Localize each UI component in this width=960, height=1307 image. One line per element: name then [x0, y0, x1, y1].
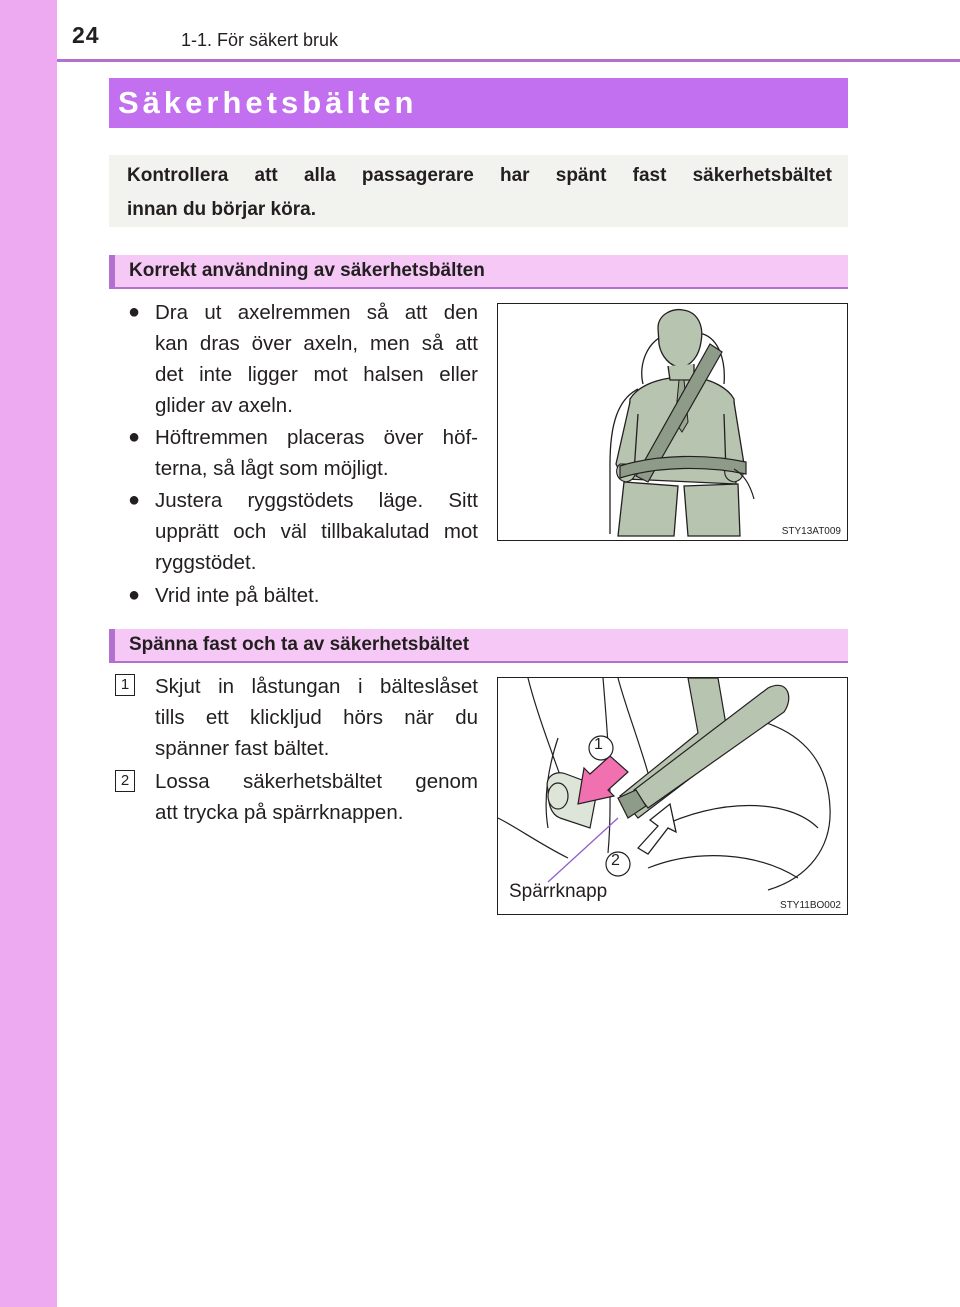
figure-code: STY13AT009	[781, 526, 841, 537]
release-button-label: Spärrknapp	[509, 881, 608, 902]
bullet-4-line-1: Vrid inte på bältet.	[155, 584, 320, 607]
callout-1: 1	[594, 736, 603, 753]
bullet-3-line-1: Justera ryggstödets läge. Sitt	[155, 489, 478, 512]
bullet-3-line-3: ryggstödet.	[155, 551, 257, 574]
step-1-line-3: spänner fast bältet.	[155, 737, 330, 760]
bullet-marker: ●	[128, 426, 141, 448]
section-reference: 1-1. För säkert bruk	[181, 30, 339, 50]
step-number-1: 1	[115, 674, 135, 696]
header-rule	[57, 59, 960, 62]
step-1-line-2: tills ett klickljud hörs när du	[155, 706, 478, 729]
subheading-fasten-unfasten: Spänna fast och ta av säkerhetsbältet	[109, 629, 848, 663]
intro-box	[109, 155, 848, 227]
subheading-correct-use: Korrekt användning av säkerhetsbälten	[109, 255, 848, 289]
figure-code: STY11BO002	[780, 900, 841, 911]
bullet-marker: ●	[128, 489, 141, 511]
bullet-1-line-3: det inte ligger mot halsen eller	[155, 363, 478, 386]
intro-line-2: innan du börjar köra.	[127, 199, 316, 220]
callout-2: 2	[611, 852, 620, 869]
bullet-1-line-1: Dra ut axelremmen så att den	[155, 301, 478, 324]
figure-buckle	[497, 677, 848, 915]
bullet-1-line-4: glider av axeln.	[155, 394, 293, 417]
bullet-2-line-1: Höftremmen placeras över höf-	[155, 426, 478, 449]
bullet-3-line-2: upprätt och väl tillbakalutad mot	[155, 520, 478, 543]
bullet-2-line-2: terna, så lågt som möjligt.	[155, 457, 389, 480]
step-number-2: 2	[115, 770, 135, 792]
bullet-1-line-2: kan dras över axeln, men så att	[155, 332, 478, 355]
seated-person-illustration	[498, 304, 846, 539]
step-1-line-1: Skjut in låstungan i bälteslåset	[155, 675, 478, 698]
intro-line-1: Kontrollera att alla passagerare har spänt fast säkerhetsbältet	[127, 165, 832, 186]
page-number: 24	[72, 22, 100, 48]
bullet-marker: ●	[128, 301, 141, 323]
step-2-line-2: att trycka på spärrknappen.	[155, 801, 404, 824]
bullet-marker: ●	[128, 584, 141, 606]
figure-seated-belt	[497, 303, 848, 541]
buckle-illustration	[498, 678, 846, 913]
page-title: Säkerhetsbälten	[109, 78, 848, 128]
side-strip	[0, 0, 57, 1307]
step-2-line-1: Lossa säkerhetsbältet genom	[155, 770, 478, 793]
